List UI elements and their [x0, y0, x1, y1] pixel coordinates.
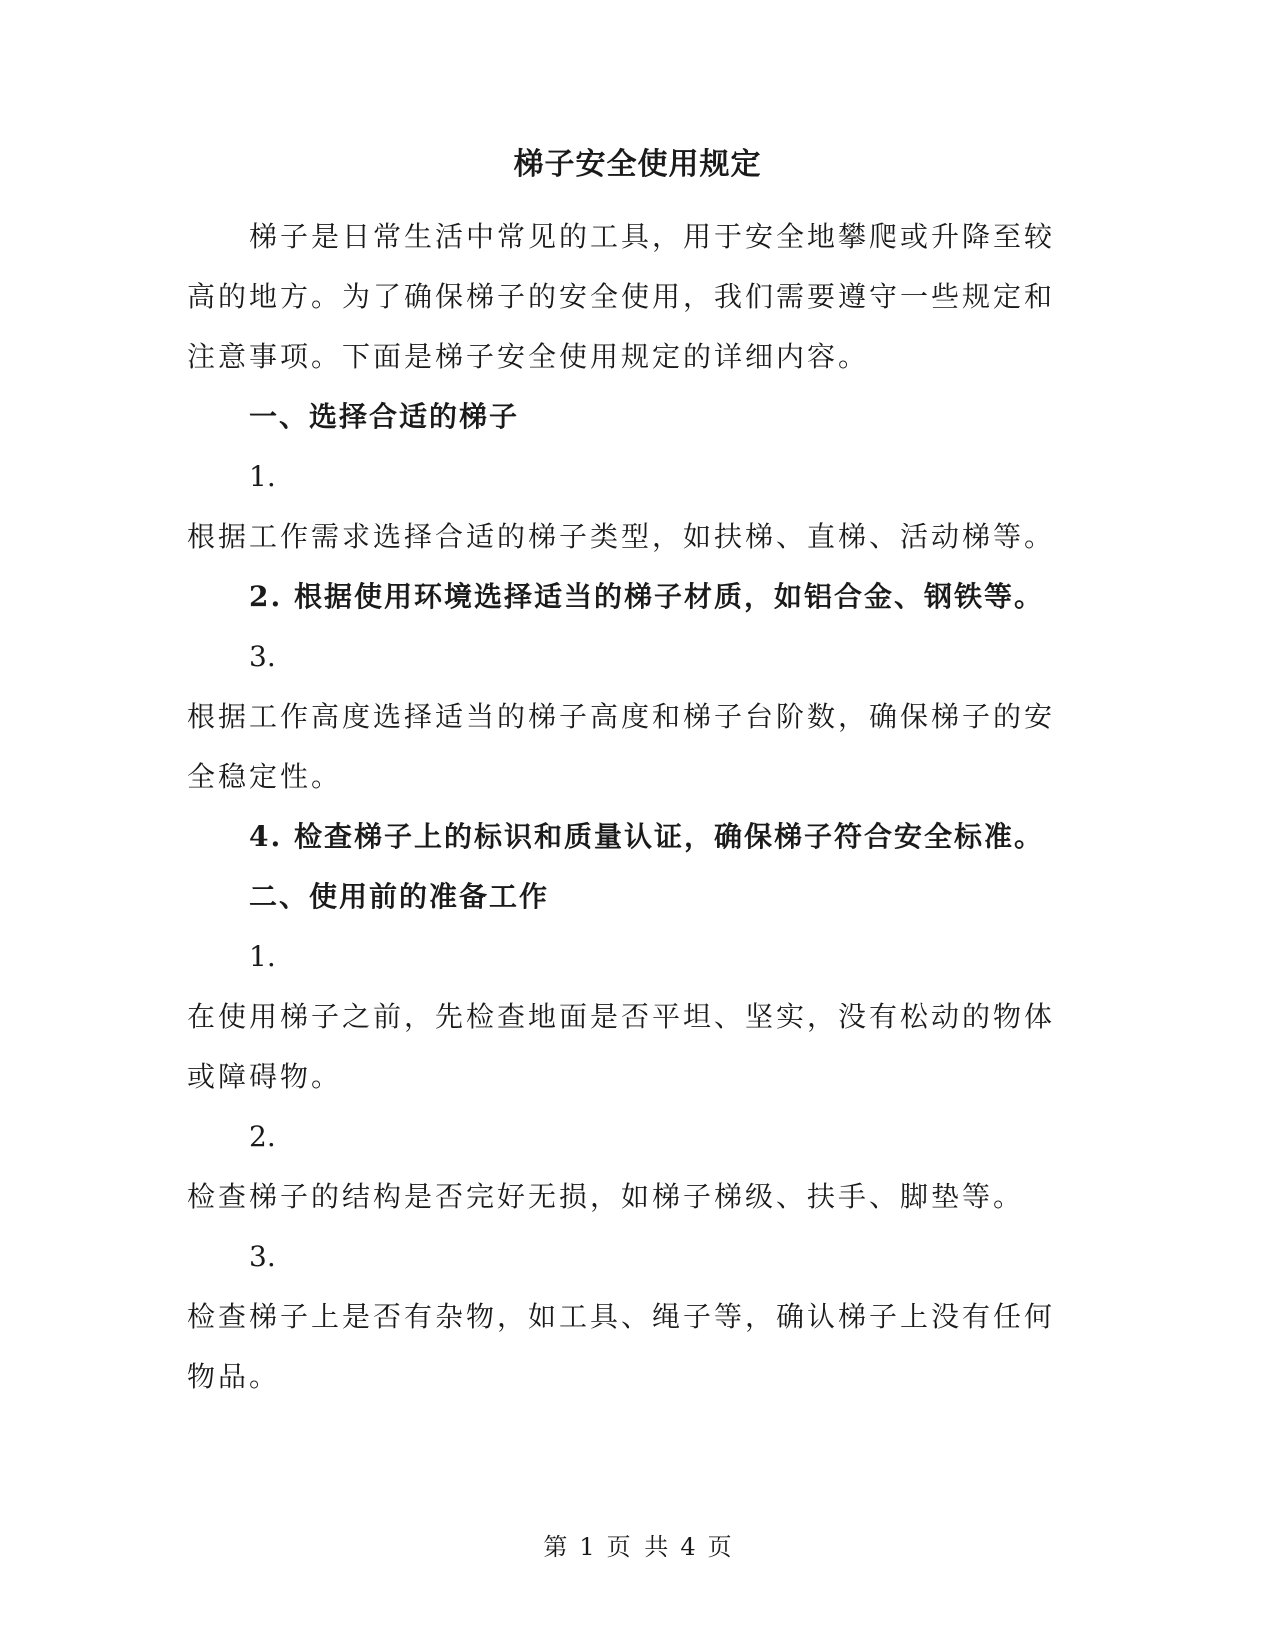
list-item-number: 3. — [249, 640, 276, 673]
intro-paragraph: 梯子是日常生活中常见的工具，用于安全地攀爬或升降至较高的地方。为了确保梯子的安全使用，我们需要遵守一些规定和注意事项。下面是梯子安全使用规定的详细内容。 — [187, 220, 1056, 373]
list-item-bold: 4. 检查梯子上的标识和质量认证，确保梯子符合安全标准。 — [249, 820, 1044, 853]
page-total: 4 — [680, 1533, 696, 1561]
list-item-number: 3. — [249, 1240, 276, 1273]
list-item-text: 根据工作需求选择合适的梯子类型，如扶梯、直梯、活动梯等。 — [187, 520, 1056, 553]
page-current: 1 — [579, 1533, 595, 1561]
document-body — [187, 207, 1067, 1407]
page-mid: 页 共 — [606, 1533, 669, 1561]
list-item-text: 在使用梯子之前，先检查地面是否平坦、坚实，没有松动的物体或障碍物。 — [187, 1000, 1056, 1093]
list-item-text: 检查梯子上是否有杂物，如工具、绳子等，确认梯子上没有任何物品。 — [187, 1300, 1056, 1393]
list-item-number: 2. — [249, 1120, 276, 1153]
list-item-number: 1. — [249, 940, 276, 973]
page-suffix: 页 — [707, 1533, 732, 1561]
list-item-text: 检查梯子的结构是否完好无损，如梯子梯级、扶手、脚垫等。 — [187, 1180, 1025, 1213]
document-title: 梯子安全使用规定 — [513, 147, 762, 182]
page-prefix: 第 — [543, 1533, 568, 1561]
list-item-number: 1. — [249, 460, 276, 493]
list-item-bold: 2. 根据使用环境选择适当的梯子材质，如铝合金、钢铁等。 — [249, 580, 1044, 613]
page-footer — [0, 1532, 1275, 1562]
list-item-text: 根据工作高度选择适当的梯子高度和梯子台阶数，确保梯子的安全稳定性。 — [187, 700, 1056, 793]
section-heading-2: 二、使用前的准备工作 — [249, 880, 550, 913]
section-heading-1: 一、选择合适的梯子 — [249, 400, 520, 433]
